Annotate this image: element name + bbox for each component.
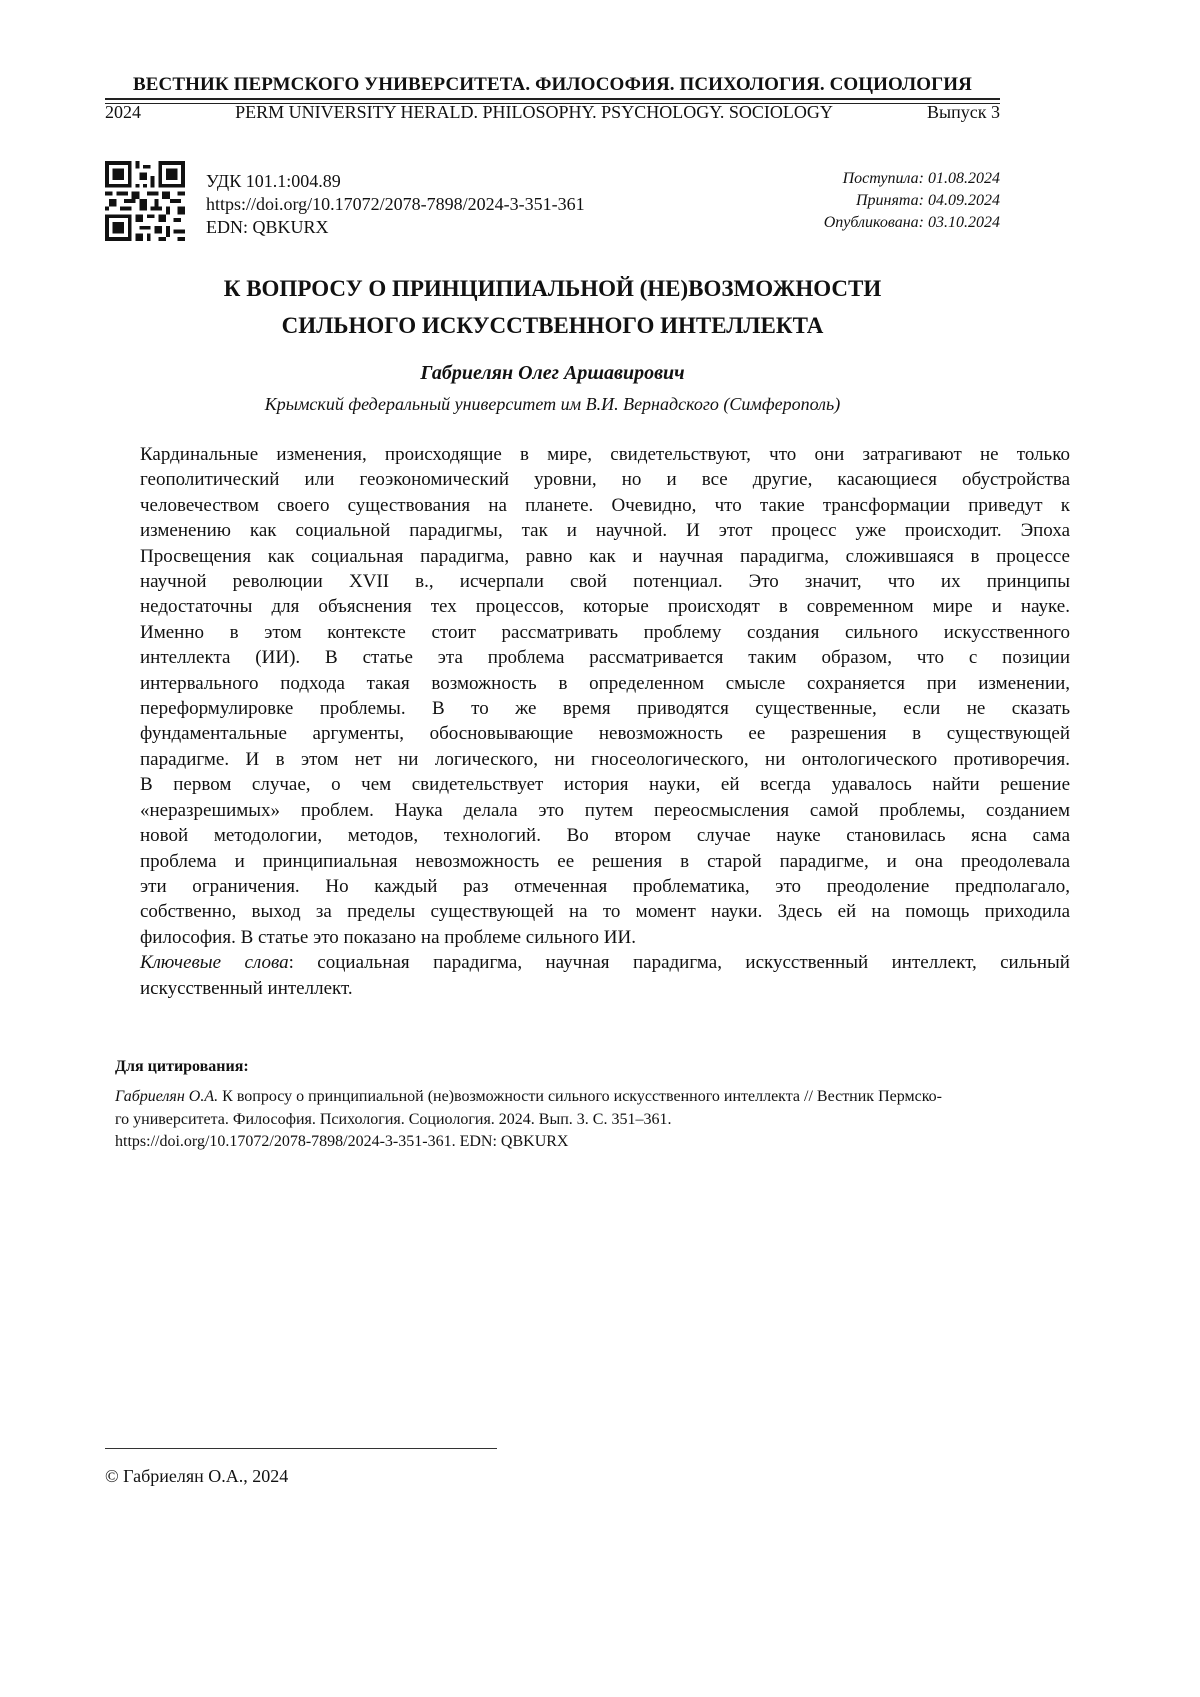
doi-link[interactable]: https://doi.org/10.17072/2078-7898/2024-3-351-361 <box>206 194 585 214</box>
citation-doi-link[interactable]: https://doi.org/10.17072/2078-7898/2024-3-351-361. EDN: QBKURX <box>115 1133 569 1150</box>
citation-line <box>115 1086 1000 1109</box>
abstract-line: В первом случае, о чем свидетельствует история науки, ей всегда удавалось найти решение <box>140 774 1070 796</box>
abstract-line: геополитический или геоэкономический уровни, но и все другие, касающиеся обустройства <box>140 469 1070 491</box>
journal-title-en: PERM UNIVERSITY HERALD. PHILOSOPHY. PSYCHOLOGY. SOCIOLOGY <box>235 102 833 122</box>
keywords-text: : социальная парадигма, научная парадигма, искусственный интеллект, сильный <box>288 952 1070 974</box>
citation-author: Габриелян О.А. <box>115 1088 219 1105</box>
abstract-line: изменению как социальной парадигмы, так и научной. И этот процесс уже происходит. Эпоха <box>140 520 1070 542</box>
abstract-line: интеллекта (ИИ). В статье эта проблема рассматривается таким образом, что с позиции <box>140 647 1070 669</box>
abstract-line: фундаментальные аргументы, обосновывающие невозможность ее разрешения в существующей <box>140 723 1070 745</box>
keywords-line <box>140 950 1070 975</box>
abstract-line: интервального подхода такая возможность в определенном смысле сохраняется при изменении, <box>140 672 1070 694</box>
abstract-line: человечеством своего существования на планете. Очевидно, что такие трансформации приведут к <box>140 494 1070 516</box>
keywords-line: искусственный интеллект. <box>140 977 353 999</box>
abstract-line: переформулировке проблемы. В то же время приводятся существенные, если не сказать <box>140 698 1070 720</box>
abstract-line: Кардинальные изменения, происходящие в мире, свидетельствуют, что они затрагивают не только <box>140 444 1070 465</box>
date-published: Опубликована: 03.10.2024 <box>823 214 1000 231</box>
header-row <box>105 102 1000 123</box>
abstract-line: Именно в этом контексте стоит рассматривать проблему создания сильного искусственного <box>140 621 1070 643</box>
article-dates <box>824 168 1000 234</box>
title-line: К ВОПРОСУ О ПРИНЦИПИАЛЬНОЙ (НЕ)ВОЗМОЖНОСТИ <box>223 276 882 301</box>
date-accepted: Принята: 04.09.2024 <box>855 192 1000 209</box>
abstract-line: «неразрешимых» проблем. Наука делала это путем переосмысления самой проблемы, созданием <box>140 799 1070 821</box>
citation <box>115 1086 1000 1154</box>
keywords-label: Ключевые слова <box>140 952 289 974</box>
title-line: СИЛЬНОГО ИСКУССТВЕННОГО ИНТЕЛЛЕКТА <box>281 313 824 338</box>
citation-line: го университета. Философия. Психология. Социология. 2024. Вып. 3. С. 351–361. <box>115 1110 672 1128</box>
date-received: Поступила: 01.08.2024 <box>842 170 1000 187</box>
footnote-rule <box>105 1448 497 1449</box>
article-meta <box>206 170 585 239</box>
header-year: 2024 <box>105 102 141 122</box>
abstract-line: недостаточны для объяснения тех процессов, которые происходят в современном мире и науке. <box>140 596 1070 618</box>
abstract-line: новой методологии, методов, технологий. Во втором случае науке становилась ясна сама <box>140 825 1070 847</box>
abstract-line: научной революции XVII в., исчерпали свой потенциал. Это значит, что их принципы <box>140 571 1070 593</box>
author-affiliation: Крымский федеральный университет им В.И. Вернадского (Симферополь) <box>264 394 841 414</box>
author-name: Габриелян Олег Аршавирович <box>420 362 685 384</box>
abstract-line: парадигме. И в этом нет ни логического, ни гносеологического, ни онтологического противоречия. <box>140 748 1070 770</box>
citation-heading: Для цитирования: <box>115 1058 249 1075</box>
qr-code-icon <box>105 160 185 242</box>
citation-text: К вопросу о принципиальной (не)возможности сильного искусственного интеллекта // Вестник Пермско- <box>218 1088 943 1105</box>
journal-title-ru: ВЕСТНИК ПЕРМСКОГО УНИВЕРСИТЕТА. ФИЛОСОФИЯ. ПСИХОЛОГИЯ. СОЦИОЛОГИЯ <box>132 74 972 95</box>
abstract-line: проблема и принципиальная невозможность ее решения в старой парадигме, и она преодолевала <box>140 850 1070 872</box>
copyright: © Габриелян О.А., 2024 <box>105 1466 289 1486</box>
udk: УДК 101.1:004.89 <box>206 171 341 191</box>
abstract-line: Просвещения как социальная парадигма, равно как и научная парадигма, сложившаяся в процессе <box>140 545 1070 567</box>
abstract-line: философия. В статье это показано на проблеме сильного ИИ. <box>140 926 636 948</box>
abstract <box>140 442 1070 1001</box>
header-issue: Выпуск 3 <box>927 102 1000 122</box>
edn: EDN: QBKURX <box>206 217 329 237</box>
article-title <box>105 270 1000 344</box>
abstract-line: собственно, выход за пределы существующей на то момент науки. Здесь ей на помощь приходила <box>140 901 1070 923</box>
abstract-line: эти ограничения. Но каждый раз отмеченная проблематика, это преодоление предполагало, <box>140 875 1070 897</box>
